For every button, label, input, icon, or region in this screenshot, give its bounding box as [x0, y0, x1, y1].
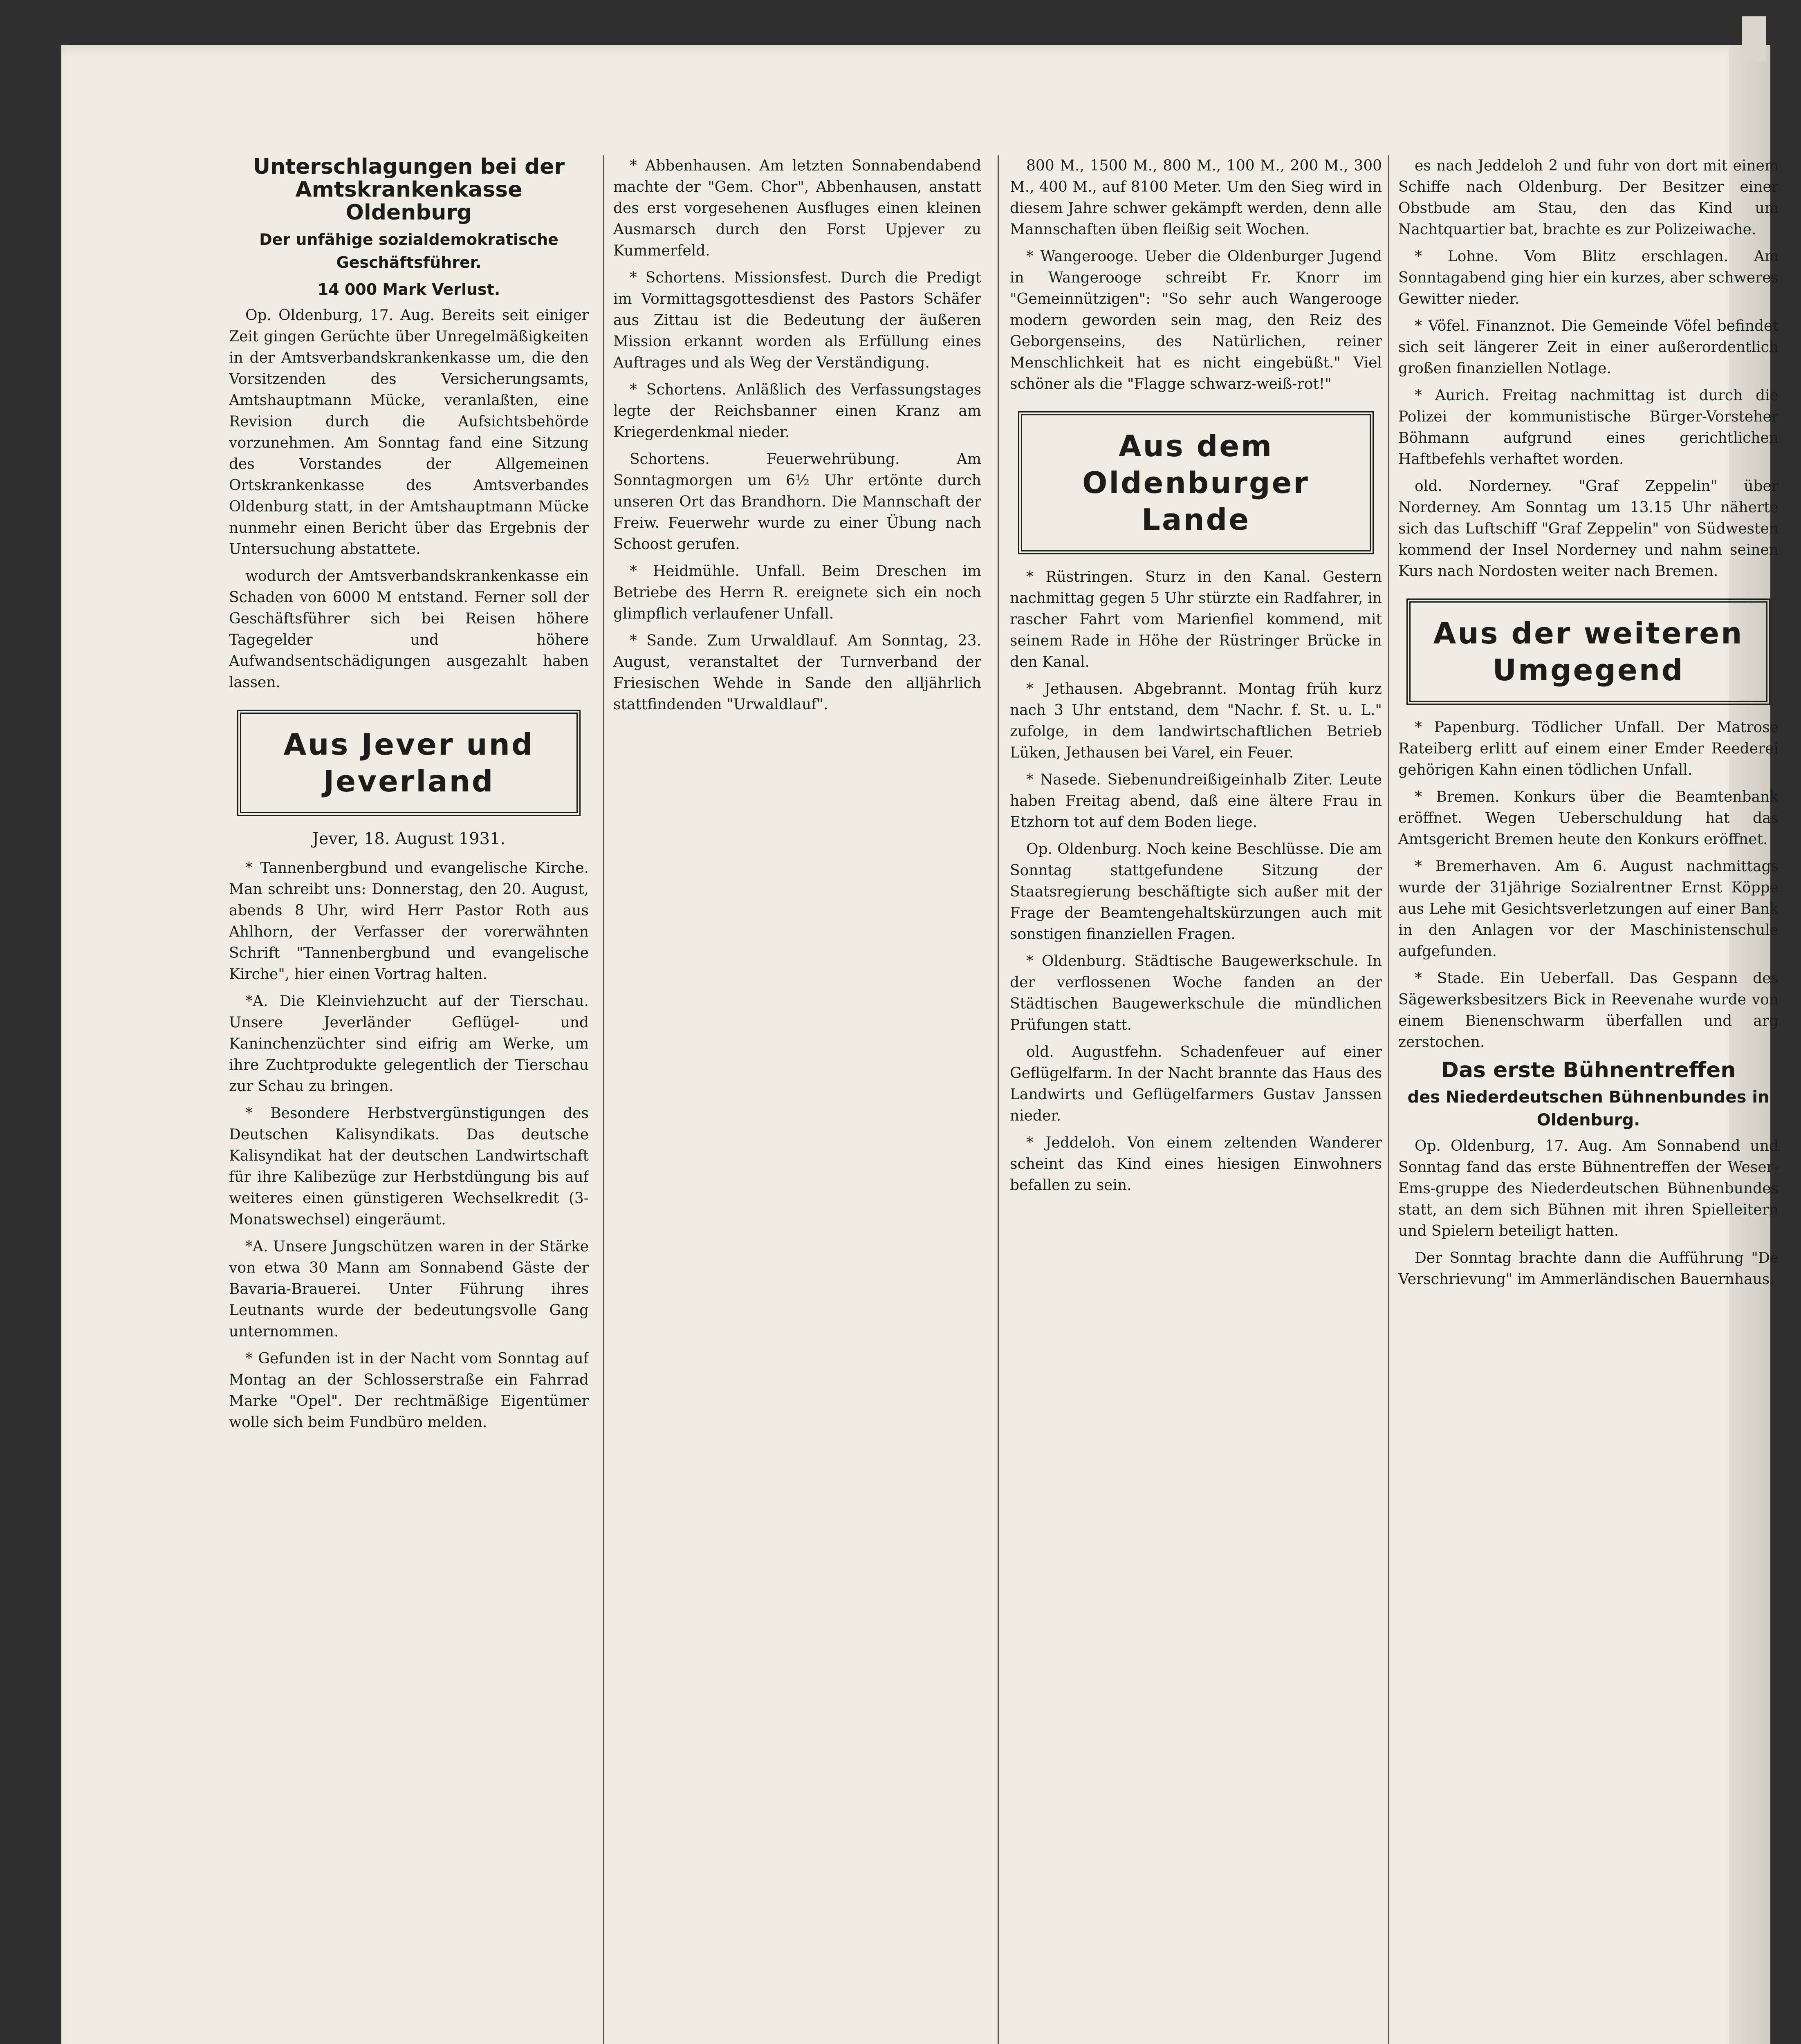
section-heading-box: Aus dem Oldenburger Lande: [1018, 411, 1374, 554]
article-paragraph: * Wangerooge. Ueber die Oldenburger Jugend in Wangerooge schreibt Fr. Knorr im "Gemeinnützigen": "So sehr auch Wangerooge modern geworden sein mag, den Reiz des Geborgenseins, des Natürlichen, reiner Menschlichkeit hat es nicht eingebüßt." Viel schöner als die "Flagge schwarz-weiß-rot!": [1010, 248, 1382, 392]
article-subhead: 14 000 Mark Verlust.: [317, 280, 500, 298]
article-paragraph: Op. Oldenburg. Noch keine Beschlüsse. Die am Sonntag stattgefundene Sitzung der Staatsregierung beschäftigte sich außer mit der Frage der Beamtengehaltskürzungen auch mit sonstigen finanziellen Fragen.: [1010, 841, 1382, 943]
article-paragraph: Op. Oldenburg, 17. Aug. Am Sonnabend und Sonntag fand das erste Bühnentreffen der Weser-Ems-gruppe des Niederdeutschen Bühnenbundes statt, an dem sich Bühnen mit ihren Spielleitern und Spielern beteiligt hatten.: [1398, 1138, 1779, 1239]
article-paragraph: * Sande. Zum Urwaldlauf. Am Sonntag, 23. August, veranstaltet der Turnverband der Friesischen Wehde in Sande den alljährlich stattfindenden "Urwaldlauf".: [613, 632, 981, 713]
article-paragraph: Op. Oldenburg, 17. Aug. Bereits seit einiger Zeit gingen Gerüchte über Unregelmäßigkeiten in der Amtsverbandskrankenkasse um, die den Vorsitzenden des Versicherungsamts, Amtshauptmann Mücke, veranlaßten, eine Revision durch die Aufsichtsbehörde vorzunehmen. Am Sonntag fand eine Sitzung des Vorstandes der Allgemeinen Ortskrankenkasse des Amtsverbandes Oldenburg statt, in der Amtshauptmann Mücke nunmehr einen Bericht über das Ergebnis der Untersuchung abstattete.: [229, 307, 589, 558]
column-3: [1010, 155, 1382, 2044]
article-paragraph: *A. Unsere Jungschützen waren in der Stärke von etwa 30 Mann am Sonnabend Gäste der Bavaria-Brauerei. Unter Führung ihres Leutnants wurde der bedeutungsvolle Gang unternommen.: [229, 1238, 589, 1340]
column-2: [613, 155, 981, 2044]
article-subhead: Der unfähige sozialdemokratische Geschäftsführer.: [259, 231, 558, 271]
column-rule: [603, 155, 604, 2044]
article-paragraph: * Aurich. Freitag nachmittag ist durch die Polizei der kommunistische Bürger-Vorsteher Böhmann aufgrund eines gerichtlichen Haftbefehls verhaftet worden.: [1398, 387, 1779, 468]
article-paragraph: * Rüstringen. Sturz in den Kanal. Gestern nachmittag gegen 5 Uhr stürzte ein Radfahrer, in rascher Fahrt vom Marienfiel kommend, mit seinem Rade in Höhe der Rüstringer Brücke in den Kanal.: [1010, 569, 1382, 670]
column-1: [229, 155, 589, 2044]
article-paragraph: old. Augustfehn. Schadenfeuer auf einer Geflügelfarm. In der Nacht brannte das Haus des Landwirts und Geflügelfarmers Gustav Janssen nieder.: [1010, 1044, 1382, 1124]
article-headline: Das erste Bühnentreffen: [1441, 1058, 1736, 1083]
article-paragraph: * Lohne. Vom Blitz erschlagen. Am Sonntagabend ging hier ein kurzes, aber schweres Gewitter nieder.: [1398, 248, 1779, 307]
page-tab: [1742, 16, 1766, 61]
article-paragraph: *A. Die Kleinviehzucht auf der Tierschau. Unsere Jeverländer Geflügel- und Kaninchenzüchter sind eifrig am Werke, um ihre Zuchtprodukte gelegentlich der Tierschau zur Schau zu bringen.: [229, 993, 589, 1095]
section-heading-box: Aus der weiteren Umgegend: [1406, 598, 1770, 705]
article-subhead: des Niederdeutschen Bühnenbundes in Oldenburg.: [1407, 1088, 1770, 1130]
article-paragraph: * Besondere Herbstvergünstigungen des Deutschen Kalisyndikats. Das deutsche Kalisyndikat hat der deutschen Landwirtschaft für ihre Kalibezüge zur Herbstdüngung bis auf weiteres einen günstigeren Wechselkredit (3-Monatswechsel) eingeräumt.: [229, 1105, 589, 1228]
article-paragraph: * Bremen. Konkurs über die Beamtenbank eröffnet. Wegen Ueberschuldung hat das Amtsgericht Bremen heute den Konkurs eröffnet.: [1398, 789, 1779, 848]
article-paragraph: * Oldenburg. Städtische Baugewerkschule. In der verflossenen Woche fanden an der Städtischen Baugewerkschule die mündlichen Prüfungen statt.: [1010, 953, 1382, 1033]
article-paragraph: Der Sonntag brachte dann die Aufführung "De Verschrievung" im Ammerländischen Bauernhaus.: [1398, 1250, 1779, 1288]
article-paragraph: * Stade. Ein Ueberfall. Das Gespann des Sägewerksbesitzers Bick in Reevenahe wurde von einem Bienenschwarm überfallen und arg zerstochen.: [1398, 970, 1779, 1051]
article-paragraph: * Tannenbergbund und evangelische Kirche. Man schreibt uns: Donnerstag, den 20. August, abends 8 Uhr, wird Herr Pastor Roth aus Ahlhorn, der Verfasser der vorerwähnten Schrift "Tannenbergbund und evangelische Kirche", hier einen Vortrag halten.: [229, 860, 589, 983]
article-paragraph: wodurch der Amtsverbandskrankenkasse ein Schaden von 6000 M entstand. Ferner soll der Geschäftsführer sich bei Reisen höhere Tagegelder und höhere Aufwandsentschädigungen ausgezahlt haben lassen.: [229, 568, 589, 691]
article-paragraph: * Heidmühle. Unfall. Beim Dreschen im Betriebe des Herrn R. ereignete sich ein noch glimpflich verlaufener Unfall.: [613, 563, 981, 622]
article-paragraph: * Jeddeloh. Von einem zeltenden Wanderer scheint das Kind eines hiesigen Einwohners befallen zu sein.: [1010, 1134, 1382, 1194]
article-paragraph: 800 M., 1500 M., 800 M., 100 M., 200 M., 300 M., 400 M., auf 8100 Meter. Um den Sieg wird in diesem Jahre schwer gekämpft werden, denn alle Mannschaften üben fleißig seit Wochen.: [1010, 157, 1382, 238]
article-paragraph: Schortens. Feuerwehrübung. Am Sonntagmorgen um 6½ Uhr ertönte durch unseren Ort das Brandhorn. Die Mannschaft der Freiw. Feuerwehr wurde zu einer Übung nach Schoost gerufen.: [613, 451, 981, 553]
article-paragraph: * Nasede. Siebenundreißigeinhalb Ziter. Leute haben Freitag abend, daß eine ältere Frau in Etzhorn tot auf dem Boden liege.: [1010, 771, 1382, 831]
article-paragraph: * Schortens. Missionsfest. Durch die Predigt im Vormittagsgottesdienst des Pastors Schäfer aus Zittau ist die Bedeutung der äußeren Mission erkannt worden als Erfüllung eines Auftrages und als Weg der Verständigung.: [613, 269, 981, 371]
column-rule: [1388, 155, 1389, 2044]
article-paragraph: * Papenburg. Tödlicher Unfall. Der Matrose Rateiberg erlitt auf einem einer Emder Reederei gehörigen Kahn einen tödlichen Unfall.: [1398, 719, 1779, 778]
article-paragraph: * Bremerhaven. Am 6. August nachmittags wurde der 31jährige Sozialrentner Ernst Köppe aus Lehe mit Gesichtsverletzungen auf einer Bank in den Anlagen vor der Maschinistenschule aufgefunden.: [1398, 858, 1779, 960]
column-4: [1398, 155, 1779, 2044]
article-headline: Unterschlagungen bei der Amtskrankenkasse Oldenburg: [253, 155, 565, 225]
column-rule: [998, 155, 999, 2044]
article-paragraph: * Jethausen. Abgebrannt. Montag früh kurz nach 3 Uhr entstand, dem "Nachr. f. St. u. L." zufolge, in dem landwirtschaftlichen Betrieb Lüken, Jethausen bei Varel, ein Feuer.: [1010, 681, 1382, 761]
article-paragraph: * Schortens. Anläßlich des Verfassungstages legte der Reichsbanner einen Kranz am Kriegerdenkmal nieder.: [613, 381, 981, 441]
article-paragraph: * Gefunden ist in der Nacht vom Sonntag auf Montag an der Schlosserstraße ein Fahrrad Marke "Opel". Der rechtmäßige Eigentümer wolle sich beim Fundbüro melden.: [229, 1350, 589, 1431]
dateline: Jever, 18. August 1931.: [312, 829, 506, 848]
article-paragraph: * Vöfel. Finanznot. Die Gemeinde Vöfel befindet sich seit längerer Zeit in einer außerordentlich großen finanziellen Notlage.: [1398, 318, 1779, 377]
article-paragraph: es nach Jeddeloh 2 und fuhr von dort mit einem Schiffe nach Oldenburg. Der Besitzer einer Obstbude am Stau, den das Kind um Nachtquartier bat, brachte es zur Polizeiwache.: [1398, 157, 1779, 238]
section-heading-box: Aus Jever und Jeverland: [237, 710, 581, 816]
article-paragraph: old. Norderney. "Graf Zeppelin" über Norderney. Am Sonntag um 13.15 Uhr näherte sich das Luftschiff "Graf Zeppelin" von Südwesten kommend der Insel Norderney und nahm seinen Kurs nach Nordosten weiter nach Bremen.: [1398, 478, 1779, 580]
article-paragraph: * Abbenhausen. Am letzten Sonnabendabend machte der "Gem. Chor", Abbenhausen, anstatt des erst vorgesehenen Ausfluges einen kleinen Ausmarsch durch den Forst Upjever zu Kummerfeld.: [613, 157, 981, 259]
